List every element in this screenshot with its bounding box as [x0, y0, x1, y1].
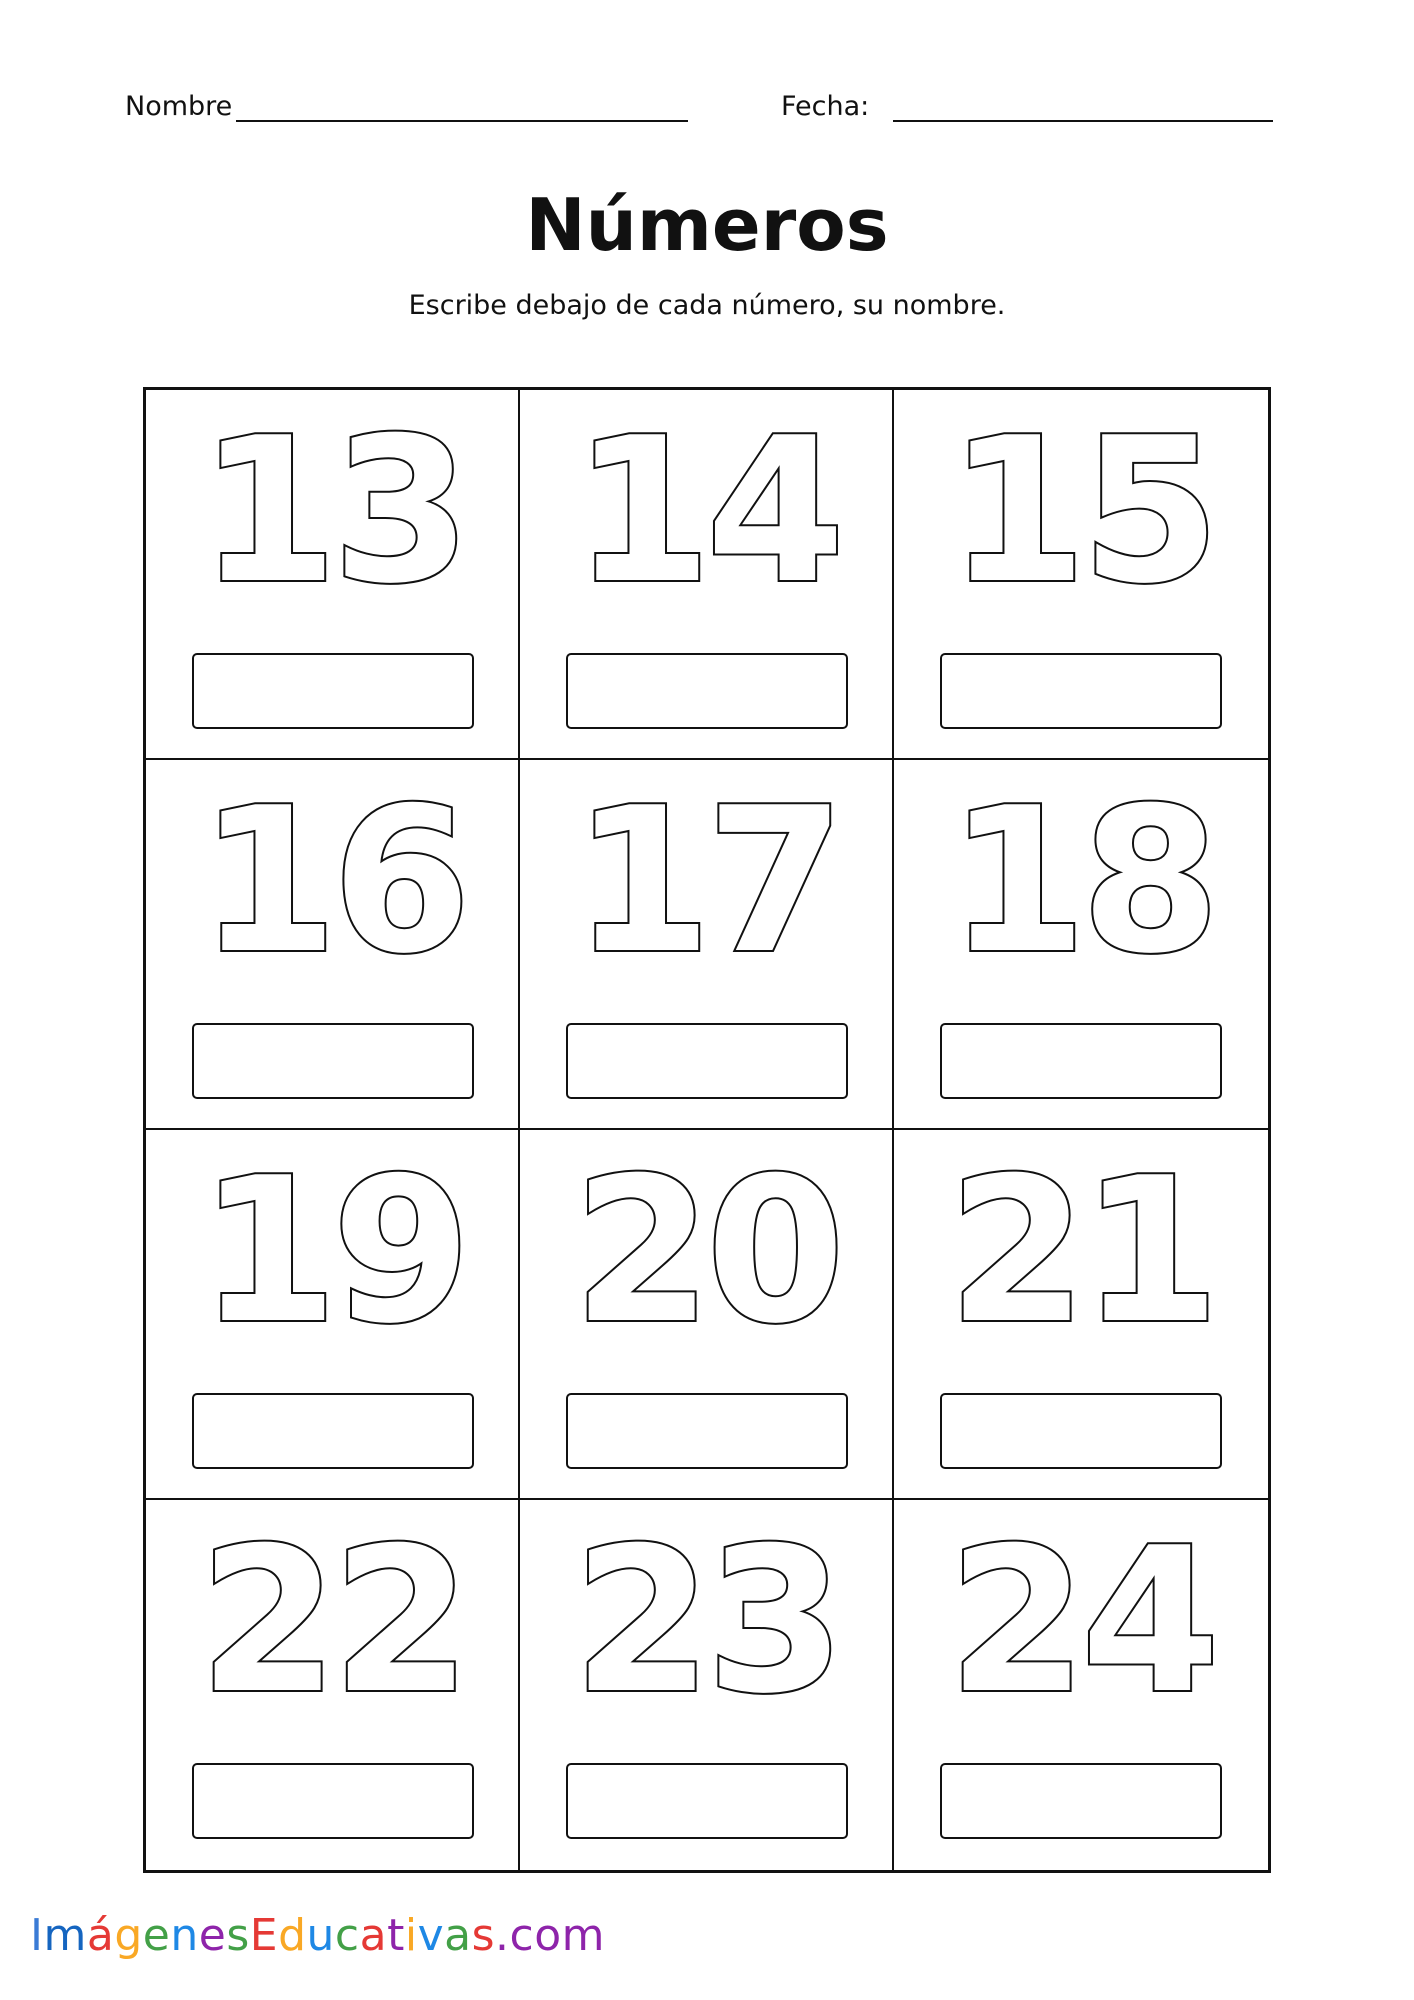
brand-letter: m — [561, 1910, 606, 1961]
number-cell — [894, 1130, 1268, 1500]
outlined-number: 21 — [947, 1135, 1215, 1368]
outlined-number: 14 — [572, 395, 840, 628]
number-cell — [520, 760, 894, 1130]
brand-letter: I — [30, 1910, 44, 1961]
number-cell — [520, 390, 894, 760]
answer-box[interactable] — [566, 1763, 848, 1839]
number-cell — [146, 1500, 520, 1870]
name-line[interactable] — [236, 90, 688, 122]
outlined-number: 13 — [198, 395, 466, 628]
answer-box[interactable] — [940, 653, 1222, 729]
outlined-number: 22 — [198, 1505, 466, 1738]
number-cell — [894, 1500, 1268, 1870]
number-cell — [146, 390, 520, 760]
brand-letter: c — [334, 1910, 360, 1961]
brand-letter: á — [86, 1910, 115, 1961]
instructions: Escribe debajo de cada número, su nombre. — [408, 290, 1006, 321]
answer-box[interactable] — [192, 1763, 474, 1839]
answer-box[interactable] — [566, 1023, 848, 1099]
brand-letter: s — [471, 1910, 496, 1961]
brand-letter: u — [306, 1910, 335, 1961]
answer-box[interactable] — [192, 653, 474, 729]
answer-box[interactable] — [940, 1763, 1222, 1839]
name-field[interactable] — [125, 86, 688, 122]
brand-letter: i — [404, 1910, 418, 1961]
brand-logo[interactable] — [30, 1908, 605, 1964]
brand-letter: e — [142, 1910, 171, 1961]
outlined-number: 15 — [947, 395, 1215, 628]
brand-letter: d — [278, 1910, 307, 1961]
brand-letter: c — [509, 1910, 535, 1961]
name-label: Nombre — [125, 91, 233, 122]
outlined-number: 17 — [572, 765, 840, 998]
date-line[interactable] — [893, 90, 1273, 122]
page-title: Números — [525, 183, 889, 267]
outlined-number: 23 — [572, 1505, 840, 1738]
brand-letter: E — [249, 1910, 279, 1961]
number-cell — [520, 1500, 894, 1870]
outlined-number: 18 — [947, 765, 1215, 998]
brand-letter: s — [226, 1910, 250, 1961]
brand-letter: a — [359, 1910, 388, 1961]
answer-box[interactable] — [192, 1393, 474, 1469]
outlined-number: 24 — [947, 1505, 1215, 1738]
brand-letter: v — [417, 1910, 445, 1961]
answer-box[interactable] — [566, 653, 848, 729]
brand-letter: a — [444, 1910, 472, 1961]
brand-letter: e — [198, 1910, 227, 1961]
date-field[interactable] — [781, 86, 1273, 122]
brand-letter: g — [114, 1910, 143, 1961]
brand-letter: t — [387, 1910, 405, 1961]
outlined-number: 20 — [572, 1135, 840, 1368]
outlined-number: 16 — [198, 765, 466, 998]
number-grid — [143, 387, 1271, 1873]
brand-letter: . — [495, 1910, 510, 1961]
number-cell — [146, 1130, 520, 1500]
date-label: Fecha: — [781, 91, 870, 122]
answer-box[interactable] — [566, 1393, 848, 1469]
brand-letter: o — [534, 1910, 562, 1961]
number-cell — [520, 1130, 894, 1500]
outlined-number: 19 — [198, 1135, 466, 1368]
brand-letter: n — [170, 1910, 199, 1961]
answer-box[interactable] — [192, 1023, 474, 1099]
brand-letter: m — [43, 1910, 87, 1961]
number-cell — [146, 760, 520, 1130]
answer-box[interactable] — [940, 1393, 1222, 1469]
number-cell — [894, 760, 1268, 1130]
answer-box[interactable] — [940, 1023, 1222, 1099]
number-cell — [894, 390, 1268, 760]
